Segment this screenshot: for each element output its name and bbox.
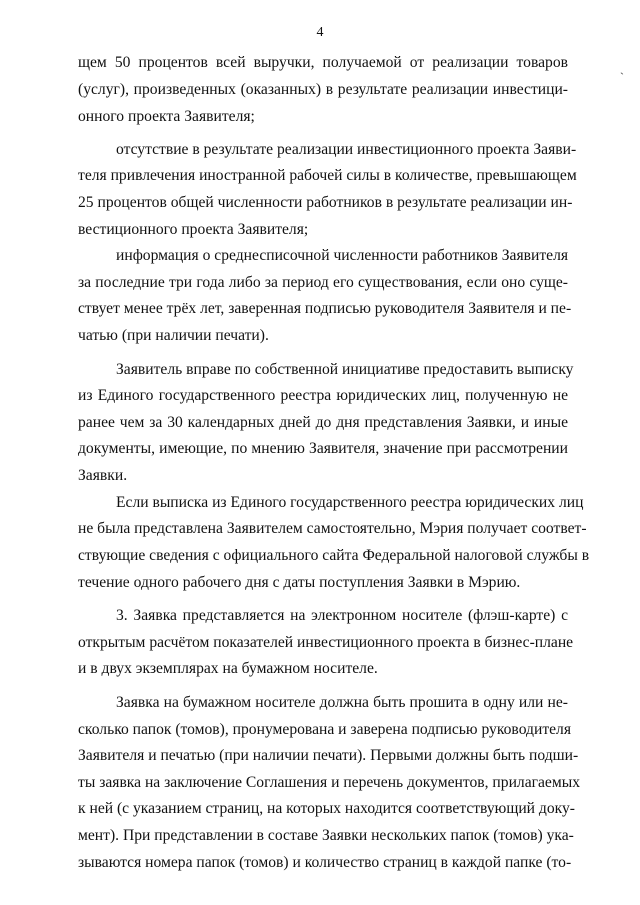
text-line: зываются номера папок (томов) и количество страниц в каждой папке (то-: [78, 854, 572, 871]
text-line: не была представлена Заявителем самостоятельно, Мэрия получает соответ-: [78, 520, 587, 537]
text-line: вестиционного проекта Заявителя;: [78, 221, 309, 238]
page-number: 4: [316, 25, 324, 40]
text-line: Если выписка из Единого государственного реестра юридических лиц: [116, 494, 584, 511]
text-line: открытым расчётом показателей инвестиционного проекта в бизнес-плане: [78, 634, 574, 651]
text-line: теля привлечения иностранной рабочей силы в количестве, превышающем: [78, 167, 577, 184]
text-line: Заявка на бумажном носителе должна быть прошита в одну или не-: [116, 694, 568, 711]
text-line: ствующие сведения с официального сайта Федеральной налоговой службы в: [78, 547, 590, 564]
text-line: (услуг), произведенных (оказанных) в результате реализации инвестици-: [78, 81, 568, 98]
text-line: ранее чем за 30 календарных дней до дня представления Заявки, и иные: [78, 414, 568, 431]
text-line: течение одного рабочего дня с даты поступления Заявки в Мэрию.: [78, 574, 521, 591]
text-line: онного проекта Заявителя;: [78, 108, 255, 125]
text-line: мент). При представлении в составе Заявки нескольких папок (томов) ука-: [78, 827, 574, 844]
text-line: сколько папок (томов), пронумерована и заверена подписью руководителя: [78, 721, 572, 738]
text-line: щем 50 процентов всей выручки, получаемой от реализации товаров: [78, 54, 568, 71]
text-line: информация о среднесписочной численности работников Заявителя: [116, 247, 569, 264]
text-line: ты заявка на заключение Соглашения и перечень документов, прилагаемых: [78, 774, 580, 791]
text-line: чатью (при наличии печати).: [78, 327, 269, 344]
margin-mark: ˋ: [620, 70, 624, 84]
text-line: отсутствие в результате реализации инвестиционного проекта Заяви-: [116, 141, 577, 158]
text-line: документы, имеющие, по мнению Заявителя, значение при рассмотрении: [78, 440, 568, 457]
text-line: за последние три года либо за период его существования, если оно суще-: [78, 274, 568, 291]
text-line: ствует менее трёх лет, заверенная подписью руководителя Заявителя и пе-: [78, 300, 572, 317]
text-line: к ней (с указанием страниц, на которых находится соответствующий доку-: [78, 800, 576, 817]
text-line: и в двух экземплярах на бумажном носителе.: [78, 660, 378, 677]
text-line: Заявителя и печатью (при наличии печати). Первыми должны быть подши-: [78, 747, 579, 764]
text-line: из Единого государственного реестра юридических лиц, полученную не: [78, 387, 568, 404]
text-line: Заявитель вправе по собственной инициативе предоставить выписку: [116, 361, 574, 378]
text-line: 25 процентов общей численности работников в результате реализации ин-: [78, 194, 573, 211]
text-line: 3. Заявка представляется на электронном носителе (флэш-карте) с: [116, 607, 568, 624]
text-line: Заявки.: [78, 467, 128, 484]
